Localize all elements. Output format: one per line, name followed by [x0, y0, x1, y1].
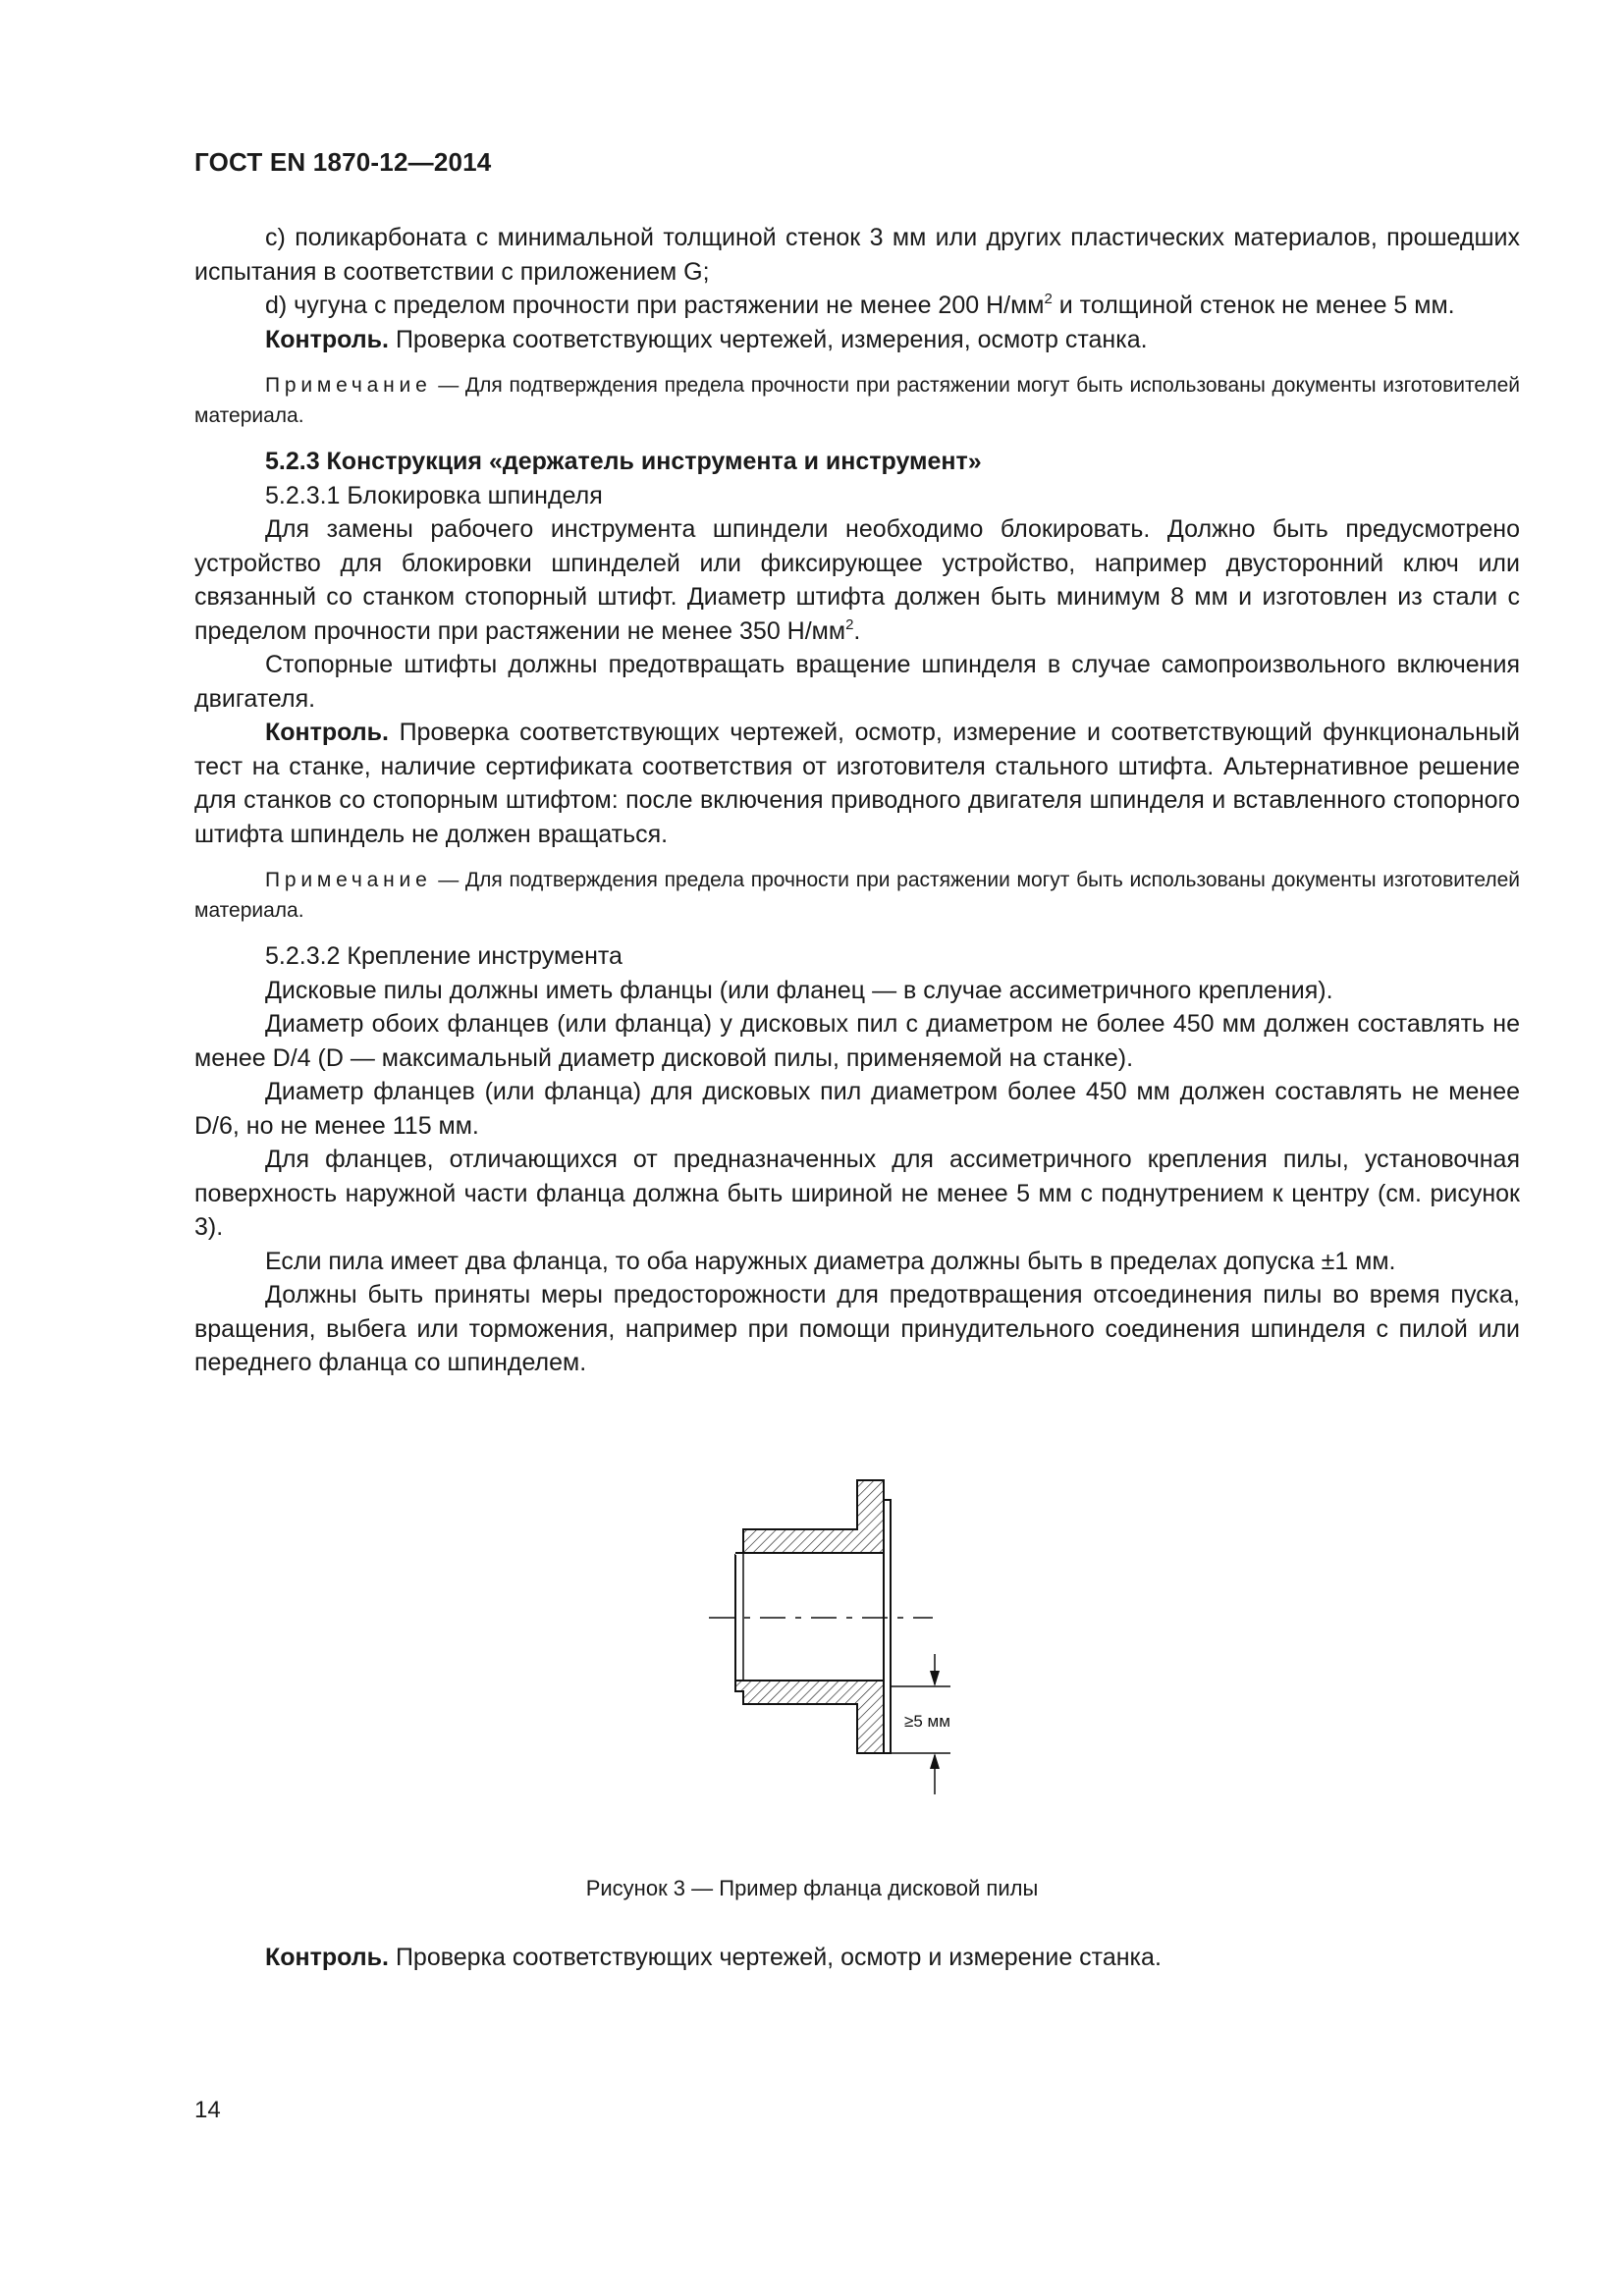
figure-caption: Рисунок 3 — Пример фланца дисковой пилы: [585, 1876, 1039, 1900]
control-label: Контроль.: [265, 1944, 389, 1971]
control-paragraph-2: [194, 716, 1520, 851]
subsection-heading-5-2-3-1: 5.2.3.1 Блокировка шпинделя: [265, 481, 603, 509]
paragraph-spindle-lock: [194, 512, 1520, 648]
paragraph-flanges-2: Диаметр обоих фланцев (или фланца) у дисковых пил с диаметром не более 450 мм должен составлять не менее D/4 (D — максимальный диаметр дисковой пилы, применяемой на станке).: [194, 1010, 1520, 1072]
section-heading-5-2-3: 5.2.3 Конструкция «держатель инструмента и инструмент»: [265, 448, 982, 475]
page-number: 14: [194, 2097, 221, 2123]
text-span: .: [853, 616, 861, 645]
control-label: Контроль.: [265, 325, 389, 353]
superscript: 2: [1044, 291, 1053, 307]
note-text: — Для подтверждения предела прочности при растяжении могут быть использованы документы изготовителей материала.: [194, 869, 1520, 922]
note-2: [194, 865, 1520, 926]
document-body: [194, 221, 1520, 1380]
note-text: — Для подтверждения предела прочности при растяжении могут быть использованы документы изготовителей материала.: [194, 374, 1520, 427]
flange-drawing-svg: [687, 1453, 1001, 1845]
paragraph-flanges-6: Должны быть приняты меры предосторожности для предотвращения отсоединения пилы во время пуска, вращения, выбега или торможения, например при помощи принудительного соединения шпинделя с пилой или переднего фланца со шпинделем.: [194, 1281, 1520, 1376]
paragraph-flanges-5: Если пила имеет два фланца, то оба наружных диаметра должны быть в пределах допуска ±1 мм.: [265, 1247, 1396, 1275]
subsection-heading-5-2-3-2: 5.2.3.2 Крепление инструмента: [265, 942, 623, 970]
paragraph-flanges-1: Дисковые пилы должны иметь фланцы (или фланец — в случае ассиметричного крепления).: [265, 976, 1333, 1004]
text-span: Для замены рабочего инструмента шпиндели необходимо блокировать. Должно быть предусмотрено устройство для блокировки шпинделей или фиксирующее устройство, например двусторонний ключ или связанный со станком стопорный штифт. Диаметр штифта должен быть минимум 8 мм и изготовлен из стали с пределом прочности при растяжении не менее 350 Н/мм: [194, 515, 1520, 645]
flange-lower-section: [735, 1681, 891, 1753]
control-paragraph-1: [194, 323, 1520, 357]
dimension-arrow-bottom: [930, 1753, 940, 1769]
paragraph-item-c: c) поликарбоната с минимальной толщиной стенок 3 мм или других пластических материалов, прошедших испытания в соответствии с приложением G;: [194, 224, 1520, 286]
note-label: Примечание: [265, 374, 432, 397]
flange-face-strip: [884, 1500, 891, 1753]
dimension-arrow-top: [930, 1671, 940, 1686]
paragraph-flanges-4: Для фланцев, отличающихся от предназначенных для ассиметричного крепления пилы, установочная поверхность наружной части фланца должна быть шириной не менее 5 мм с поднутрением к центру (см. рисунок 3).: [194, 1146, 1520, 1241]
control-label: Контроль.: [265, 719, 389, 746]
control-text: Проверка соответствующих чертежей, осмотр и измерение станка.: [389, 1944, 1162, 1971]
note-1: [194, 370, 1520, 431]
text-span: и толщиной стенок не менее 5 мм.: [1052, 292, 1455, 319]
superscript: 2: [845, 615, 854, 633]
flange-bore: [735, 1553, 891, 1681]
paragraph-flanges-3: Диаметр фланцев (или фланца) для дисковых пил диаметром более 450 мм должен составлять не менее D/6, но не менее 115 мм.: [194, 1078, 1520, 1140]
control-text: Проверка соответствующих чертежей, осмотр, измерение и соответствующий функциональный тест на станке, наличие сертификата соответствия от изготовителя стального штифта. Альтернативное решение для станков со стопорным штифтом: после включения приводного двигателя шпинделя и вставленного стопорного штифта шпиндель не должен вращаться.: [194, 719, 1520, 848]
document-header: ГОСТ EN 1870-12—2014: [194, 147, 492, 177]
dimension-label: ≥5 мм: [904, 1712, 950, 1731]
control-text: Проверка соответствующих чертежей, измерения, осмотр станка.: [389, 325, 1148, 353]
figure-flange-drawing: [687, 1453, 1001, 1845]
control-paragraph-3: [265, 1944, 1162, 1972]
paragraph-item-d: [194, 289, 1520, 323]
note-label: Примечание: [265, 869, 432, 891]
text-span: d) чугуна с пределом прочности при растяжении не менее 200 Н/мм: [265, 292, 1045, 319]
paragraph-locking-pins: Стопорные штифты должны предотвращать вращение шпинделя в случае самопроизвольного включения двигателя.: [194, 651, 1520, 713]
